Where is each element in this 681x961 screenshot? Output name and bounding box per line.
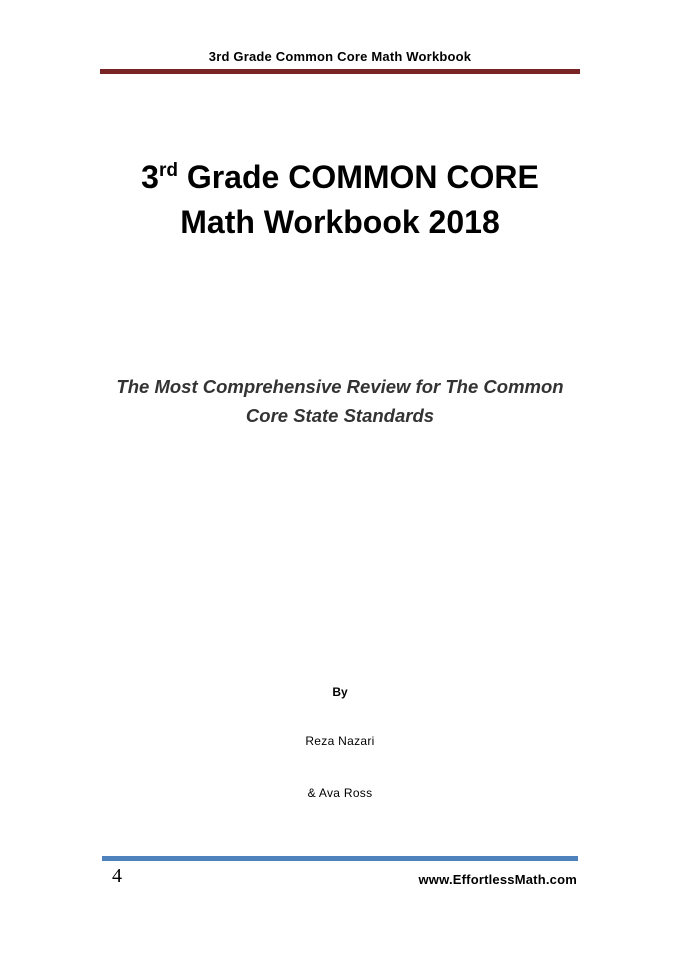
subtitle-line-2: Core State Standards bbox=[245, 405, 435, 426]
book-subtitle bbox=[100, 372, 580, 430]
subtitle-line-1: The Most Comprehensive Review for The Common bbox=[116, 376, 564, 397]
title-grade-number: 3 bbox=[141, 159, 159, 195]
page-number: 4 bbox=[112, 865, 122, 887]
title-line-1-rest: Grade COMMON CORE bbox=[177, 159, 539, 195]
header-rule bbox=[100, 69, 580, 74]
title-line-1 bbox=[60, 155, 620, 200]
title-line-2: Math Workbook 2018 bbox=[180, 204, 500, 240]
footer-rule bbox=[102, 856, 578, 861]
book-title bbox=[60, 155, 620, 245]
by-label: By bbox=[332, 685, 348, 699]
website-link[interactable]: www.EffortlessMath.com bbox=[418, 872, 577, 887]
author-name-2: & Ava Ross bbox=[307, 786, 373, 800]
title-grade-suffix: rd bbox=[158, 160, 178, 181]
running-header: 3rd Grade Common Core Math Workbook bbox=[208, 49, 472, 64]
author-name-1: Reza Nazari bbox=[305, 734, 375, 748]
